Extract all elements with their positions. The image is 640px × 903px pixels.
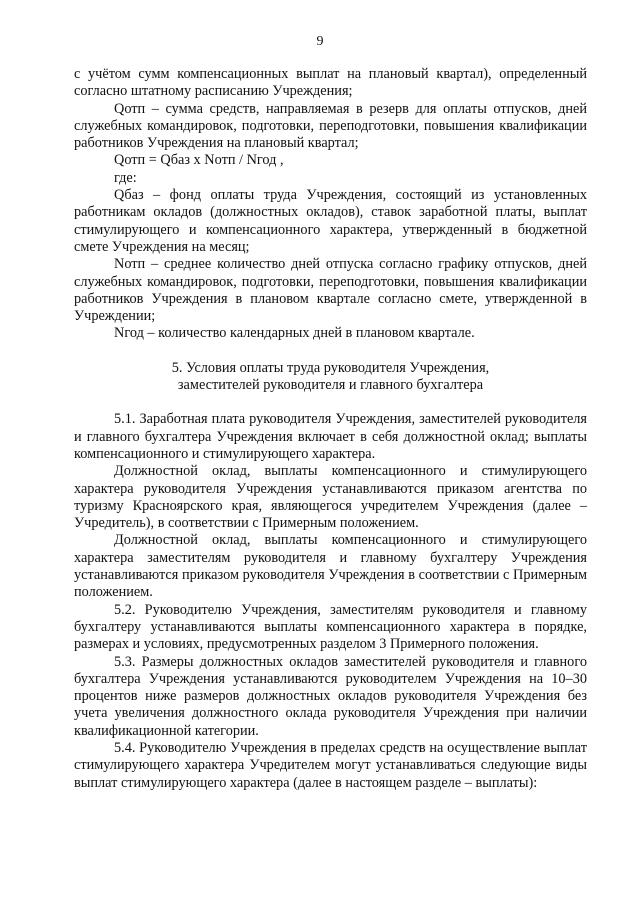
paragraph: 5.3. Размеры должностных окладов заместителей руководителя и главного бухгалтера Учреждения устанавливаются руководителем Учреждения на 10–30 процентов ниже размеров должностных окладов руководителя Учреждения без учета увеличения должностного оклада руководителя Учреждения при наличии квалификационной категории. <box>74 653 587 739</box>
paragraph: Должностной оклад, выплаты компенсационного и стимулирующего характера заместителям руководителя и главному бухгалтеру Учреждения устанавливаются приказом руководителя Учреждения в соответствии с Примерным положением. <box>74 532 587 601</box>
paragraph: Qбаз – фонд оплаты труда Учреждения, состоящий из установленных работникам окладов (должностных окладов), ставок заработной платы, выплат стимулирующего и компенсационного характера, утвержденный в бюджетной смете Учреждения на месяц; <box>74 187 587 255</box>
document-body <box>74 66 587 792</box>
formula: Qотп = Qбаз x Nотп / Nгод , <box>114 152 284 169</box>
section-heading-line-1: 5. Условия оплаты труда руководителя Учреждения, <box>171 359 490 376</box>
paragraph: Nгод – количество календарных дней в плановом квартале. <box>114 325 475 342</box>
page-number: 9 <box>316 34 324 49</box>
paragraph: где: <box>114 169 137 186</box>
section-heading <box>74 360 587 395</box>
paragraph: с учётом сумм компенсационных выплат на плановый квартал), определенный согласно штатному расписанию Учреждения; <box>74 66 587 100</box>
paragraph: Должностной оклад, выплаты компенсационного и стимулирующего характера руководителя Учреждения устанавливаются приказом агентства по туризму Красноярского края, являющегося учредителем Учреждения (далее – Учредитель), в соответствии с Примерным положением. <box>74 463 587 532</box>
paragraph: Nотп – среднее количество дней отпуска согласно графику отпусков, дней служебных командировок, подготовки, переподготовки, повышения квалификации работников Учреждения в плановом квартале согласно смете, утвержденной в Учреждении; <box>74 256 587 325</box>
paragraph: 5.2. Руководителю Учреждения, заместителям руководителя и главному бухгалтеру устанавливаются выплаты компенсационного характера в порядке, размерах и условиях, предусмотренных разделом 3 Примерного положения. <box>74 601 587 653</box>
paragraph: 5.1. Заработная плата руководителя Учреждения, заместителей руководителя и главного бухгалтера Учреждения включает в себя должностной оклад; выплаты компенсационного и стимулирующего характера. <box>74 411 587 462</box>
paragraph: 5.4. Руководителю Учреждения в пределах средств на осуществление выплат стимулирующего характера Учредителем могут устанавливаться следующие виды выплат стимулирующего характера (далее в настоящем разделе – выплаты): <box>74 739 587 791</box>
paragraph: Qотп – сумма средств, направляемая в резерв для оплаты отпусков, дней служебных командировок, подготовки, переподготовки, повышения квалификации работников Учреждения на плановый квартал; <box>74 100 587 152</box>
section-heading-line-2: заместителей руководителя и главного бухгалтера <box>177 377 484 394</box>
